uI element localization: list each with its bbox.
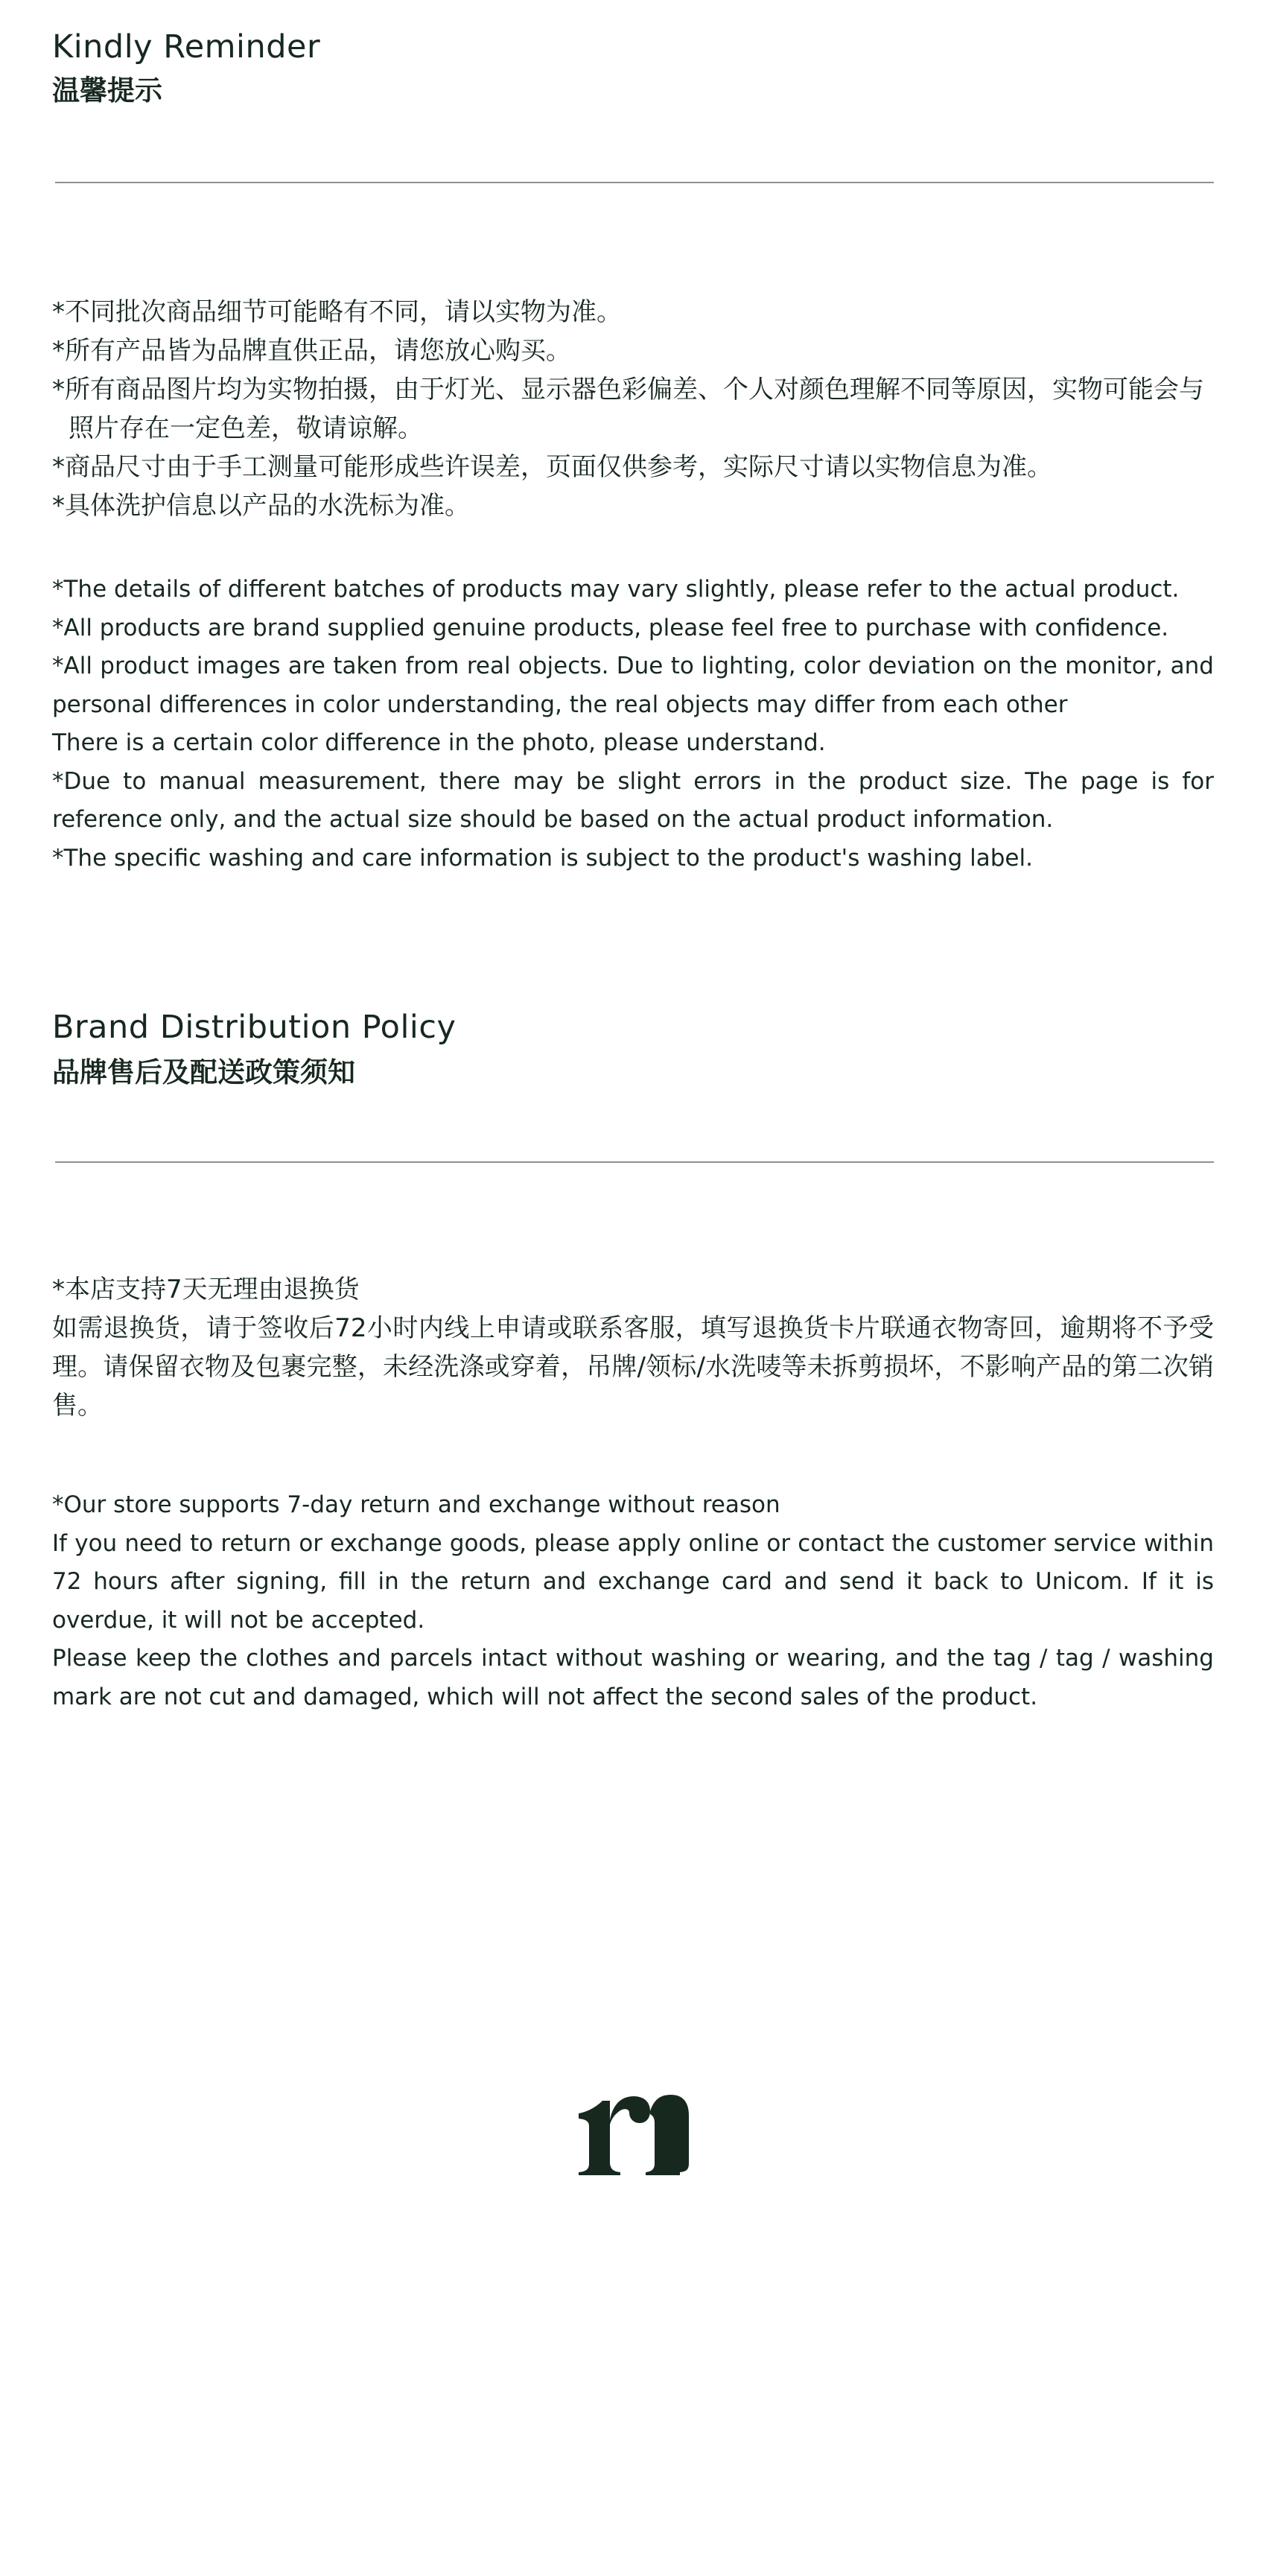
policy-title-zh: 品牌售后及配送政策须知 [52, 1056, 355, 1088]
reminder-zh-line: 照片存在一定色差，敬请谅解。 [69, 413, 423, 443]
reminder-title-zh: 温馨提示 [52, 74, 162, 107]
reminder-zh-line: *所有产品皆为品牌直供正品，请您放心购买。 [52, 336, 571, 366]
policy-en-line: *Our store supports 7-day return and exchange without reason [52, 1491, 780, 1518]
reminder-en-line: *The specific washing and care information is subject to the product's washing label. [52, 844, 1033, 872]
policy-zh-list [52, 1270, 1214, 1425]
policy-zh-paragraph: 如需退换货，请于签收后72小时内线上申请或联系客服，填写退换货卡片联通衣物寄回，逾期将不予受理。请保留衣物及包裹完整，未经洗涤或穿着，吊牌/领标/水洗唛等未拆剪损坏，不影响产品的第二次销售。 [52, 1313, 1214, 1421]
reminder-title-en: Kindly Reminder [52, 28, 321, 66]
reminder-en-line: *Due to manual measurement, there may be slight errors in the product size. The page is for reference only, and the actual size should be based on the actual product information. [52, 767, 1214, 833]
reminder-zh-line: *所有商品图片均为实物拍摄，由于灯光、显示器色彩偏差、个人对颜色理解不同等原因，实物可能会与 [52, 375, 1204, 405]
brand-monogram-icon [577, 2093, 693, 2177]
reminder-zh-list [52, 293, 1214, 525]
policy-en-line: If you need to return or exchange goods, please apply online or contact the customer service within 72 hours after signing, fill in the return and exchange card and send it back to Unicom. If it is overdue, it will not be accepted. [52, 1529, 1214, 1634]
policy-divider [55, 1161, 1214, 1163]
reminder-en-line: *All product images are taken from real objects. Due to lighting, color deviation on the monitor, and personal differences in color understanding, the real objects may differ from each other [52, 653, 1214, 718]
policy-title-en: Brand Distribution Policy [52, 1009, 457, 1046]
reminder-zh-line: *不同批次商品细节可能略有不同，请以实物为准。 [52, 297, 622, 327]
reminder-en-line: *The details of different batches of products may vary slightly, please refer to the actual product. [52, 576, 1180, 603]
reminder-en-list [52, 571, 1214, 878]
logo-letter-r [579, 2096, 650, 2175]
logo-letter-n [646, 2095, 689, 2175]
reminder-en-line: There is a certain color difference in the photo, please understand. [52, 729, 826, 756]
policy-en-line: Please keep the clothes and parcels intact without washing or wearing, and the tag / tag / washing mark are not cut and damaged, which will not affect the second sales of the product. [52, 1645, 1214, 1710]
reminder-zh-line: *商品尺寸由于手工测量可能形成些许误差，页面仅供参考，实际尺寸请以实物信息为准。 [52, 452, 1052, 482]
reminder-zh-line: *具体洗护信息以产品的水洗标为准。 [52, 491, 470, 521]
reminder-en-line: *All products are brand supplied genuine products, please feel free to purchase with confidence. [52, 614, 1169, 641]
reminder-divider [55, 182, 1214, 183]
policy-zh-line: *本店支持7天无理由退换货 [52, 1275, 360, 1304]
policy-en-list [52, 1486, 1214, 1716]
